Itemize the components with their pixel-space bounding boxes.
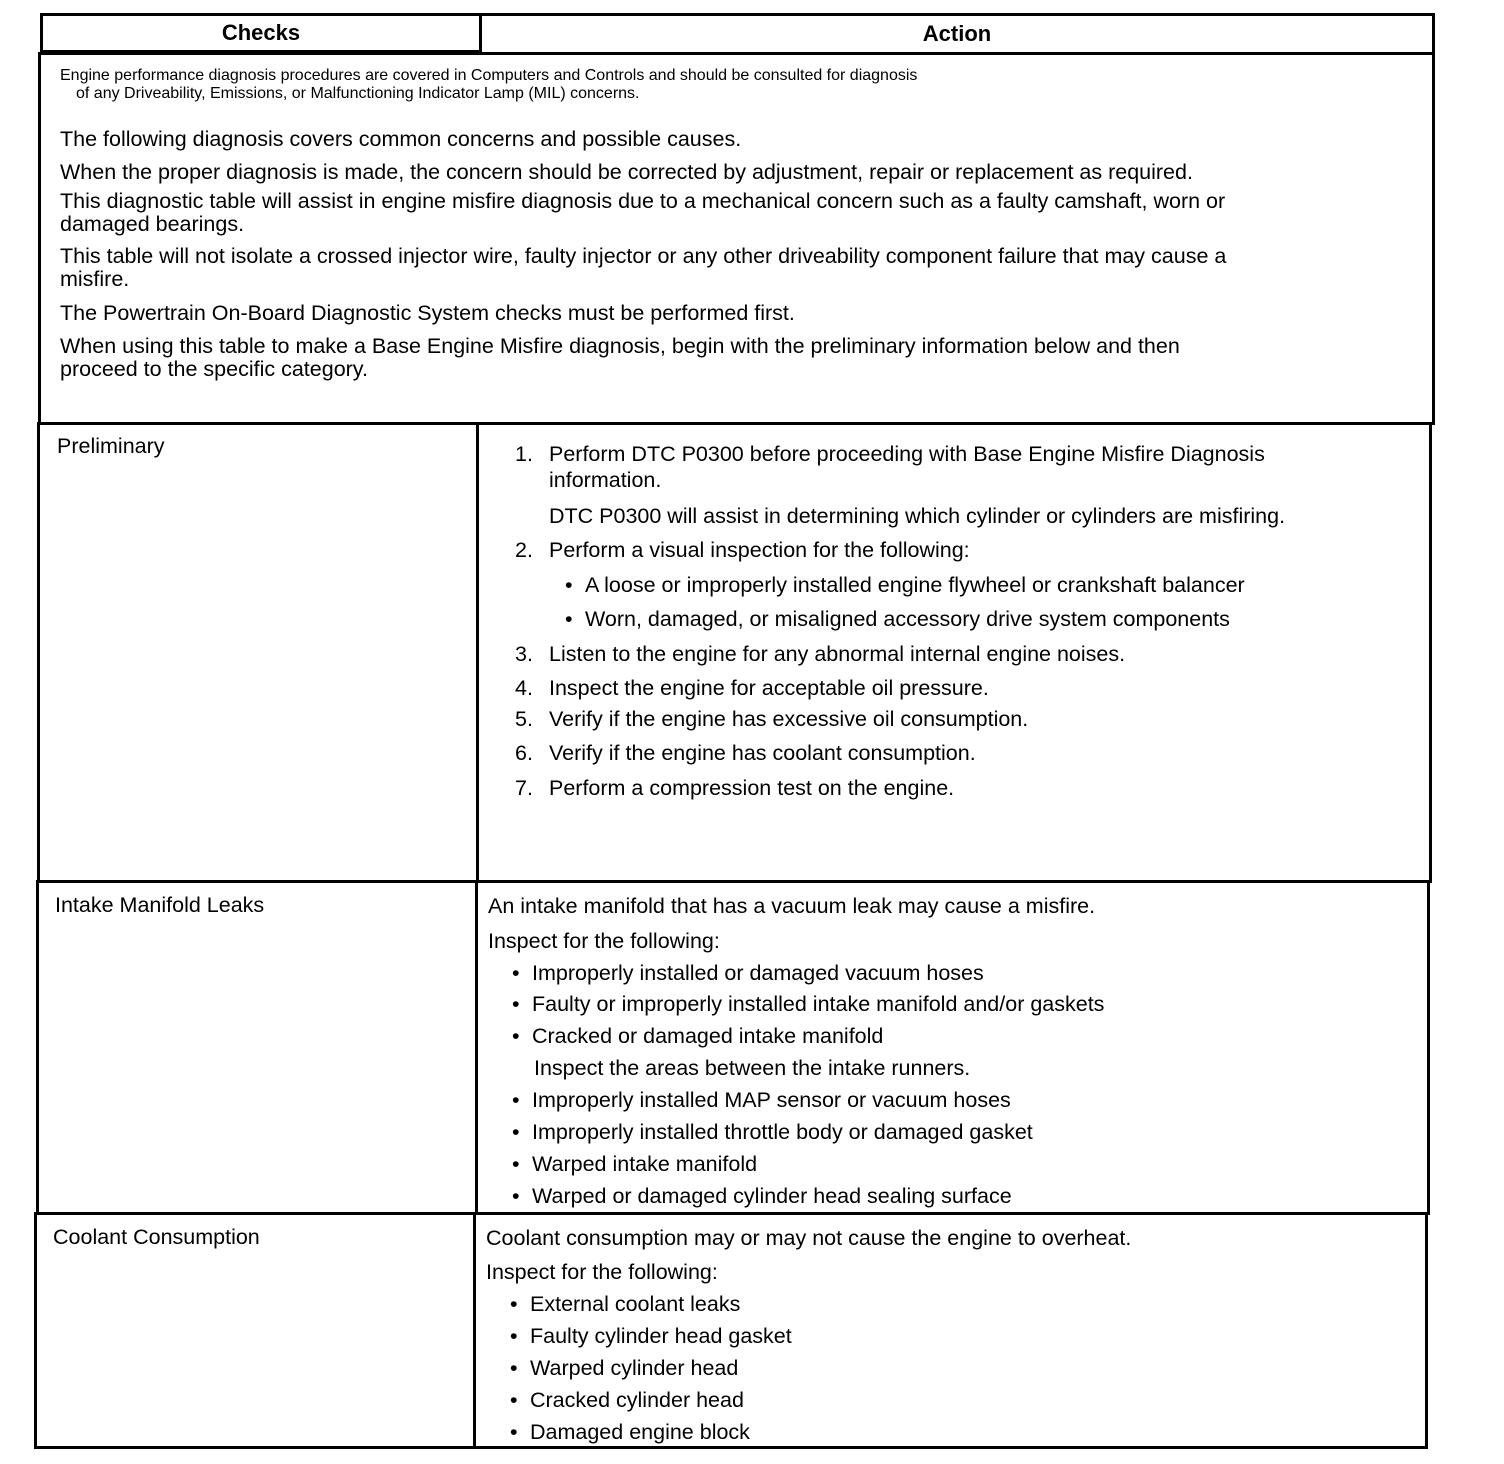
intake-label: Intake Manifold Leaks [55, 893, 265, 917]
coolant-action-cell: Coolant consumption may or may not cause the engine to overheat. Inspect for the following: • External coolant leaks • Faulty cylinder head gasket • Warped cylinder head • Cracked cylinder head • Damaged engine block [473, 1212, 1428, 1449]
intro-cell [38, 52, 1435, 425]
preliminary-label: Preliminary [57, 434, 165, 458]
intro-paragraph-2: The following diagnosis covers common concerns and possible causes. [60, 127, 742, 151]
coolant-check-cell [34, 1212, 476, 1449]
intake-inspect-line: Inspect for the following: [488, 929, 720, 953]
preliminary-check-cell [37, 422, 479, 883]
intro-paragraph-7: When using this table to make a Base Engine Misfire diagnosis, begin with the preliminary information below and then proceed to the specific category. [60, 334, 1180, 381]
preliminary-action-cell: 1. Perform DTC P0300 before proceeding with Base Engine Misfire Diagnosis information. DTC P0300 will assist in determining which cylinder or cylinders are misfiring. 2. Perform a visual inspection for the following: • A loose or improperly installed engine flywheel or crankshaft balancer • Worn, damaged, or misaligned accessory drive system components 3. Listen to the engine for any abnormal internal engine noises. 4. Inspect the engine for acceptable oil pressure. 5. Verify if the engine has excessive oil consumption. 6. Verify if the engine has coolant consumption. 7. Perform a compression test on the engine. [476, 422, 1432, 883]
intake-check-cell [36, 880, 478, 1215]
intro-paragraph-5: This table will not isolate a crossed injector wire, faulty injector or any other driveability component failure that may cause a misfire. [60, 244, 1227, 291]
action-header: Action [479, 13, 1435, 55]
intake-action-cell: An intake manifold that has a vacuum leak may cause a misfire. Inspect for the following: • Improperly installed or damaged vacuum hoses • Faulty or improperly installed intake manifold and/or gaskets • Cracked or damaged intake manifold Inspect the areas between the intake runners. • Improperly installed MAP sensor or vacuum hoses • Improperly installed throttle body or damaged gasket • Warped intake manifold • Warped or damaged cylinder head sealing surface [475, 880, 1430, 1215]
step-1-note: DTC P0300 will assist in determining which cylinder or cylinders are misfiring. [549, 504, 1286, 528]
coolant-inspect-line: Inspect for the following: [486, 1260, 718, 1284]
intake-intro-line: An intake manifold that has a vacuum leak may cause a misfire. [488, 894, 1096, 918]
coolant-intro-line: Coolant consumption may or may not cause the engine to overheat. [486, 1226, 1132, 1250]
intro-paragraph-6: The Powertrain On-Board Diagnostic System checks must be performed first. [60, 301, 795, 325]
intro-paragraph-4: This diagnostic table will assist in engine misfire diagnosis due to a mechanical concern such as a faulty camshaft, worn or damaged bearings. [60, 189, 1226, 236]
coolant-label: Coolant Consumption [53, 1225, 260, 1249]
checks-header: Checks [40, 13, 482, 53]
intro-paragraph-3: When the proper diagnosis is made, the concern should be corrected by adjustment, repair or replacement as required. [60, 160, 1193, 184]
intake-sub-note: Inspect the areas between the intake runners. [534, 1056, 971, 1080]
intro-paragraph-1: Engine performance diagnosis procedures are covered in Computers and Controls and should be consulted for diagnosis of any Driveability, Emissions, or Malfunctioning Indicator Lamp (MIL) concerns. [60, 67, 918, 102]
